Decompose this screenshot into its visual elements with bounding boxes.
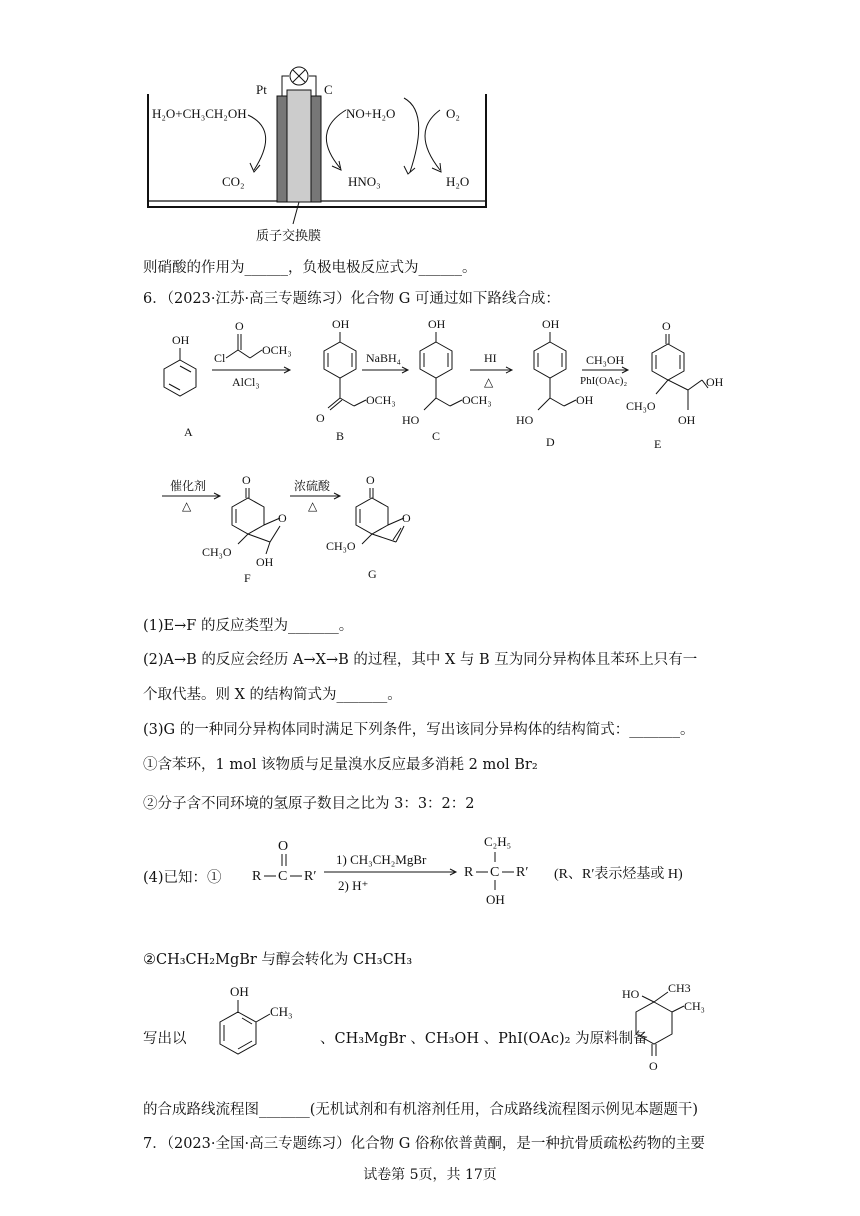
- svg-text:C: C: [278, 869, 288, 884]
- q5-tail: 则硝酸的作用为______，负极电极反应式为______。: [143, 260, 477, 276]
- compound-b: [316, 317, 396, 443]
- reagent-fg: 浓硫酸: [294, 479, 331, 493]
- svg-text:O: O: [278, 511, 287, 525]
- svg-text:OH: OH: [678, 413, 696, 427]
- label-e: E: [654, 437, 662, 451]
- label-c: C: [432, 429, 441, 443]
- svg-text:OCH₃: OCH₃: [366, 393, 396, 407]
- svg-text:O: O: [649, 1059, 658, 1073]
- svg-text:△: △: [182, 499, 192, 513]
- starting-material: [198, 982, 318, 1072]
- c-label: C: [324, 82, 333, 97]
- q6-condition-1: ①含苯环，1 mol 该物质与足量溴水反应最多消耗 2 mol Br₂: [143, 757, 538, 773]
- q6-last: 的合成路线流程图_______(无机试剂和有机溶剂任用，合成路线流程图示例见本题题干): [143, 1102, 699, 1118]
- svg-text:OH: OH: [706, 375, 724, 389]
- label-g: G: [368, 567, 377, 581]
- svg-text:OH: OH: [428, 317, 446, 331]
- fuel-cell-diagram: [140, 62, 500, 252]
- mid-product: HNO₃: [348, 174, 381, 189]
- svg-text:HO: HO: [622, 987, 640, 1001]
- label-d: D: [546, 435, 555, 449]
- q6-part2-b: 个取代基。则 X 的结构简式为_______。: [143, 687, 402, 703]
- right-product: H₂O: [446, 174, 470, 189]
- target-molecule: [618, 978, 728, 1078]
- compound-e: [626, 319, 724, 451]
- svg-text:AlCl₃: AlCl₃: [232, 375, 260, 389]
- svg-text:OH: OH: [486, 892, 505, 907]
- q6-part3: (3)G 的一种同分异构体同时满足下列条件，写出该同分异构体的结构简式：_______。: [143, 722, 695, 738]
- left-reactant: H₂O+CH₃CH₂OH: [152, 106, 247, 121]
- compound-f: [202, 473, 287, 582]
- reagent-de-top: CH₃OH: [586, 353, 625, 367]
- label-a: A: [184, 425, 193, 439]
- q6-write-mid: 、CH₃MgBr 、CH₃OH 、PhI(OAc)₂ 为原料制备: [320, 1031, 648, 1047]
- q6-condition-2: ②分子含不同环境的氢原子数目之比为 3：3：2：2: [143, 796, 475, 812]
- svg-text:OH: OH: [256, 555, 274, 569]
- label-f: F: [244, 571, 251, 582]
- svg-text:CH₃O: CH₃O: [202, 545, 232, 559]
- svg-text:O: O: [278, 839, 289, 854]
- pt-label: Pt: [256, 82, 267, 97]
- svg-text:CH3: CH3: [668, 981, 691, 995]
- svg-text:OH: OH: [576, 393, 594, 407]
- svg-text:HO: HO: [516, 413, 534, 427]
- compound-c: [402, 317, 492, 443]
- left-product: CO₂: [222, 174, 245, 189]
- compound-g: [326, 473, 411, 581]
- q6-known-2: ②CH₃CH₂MgBr 与醇会转化为 CH₃CH₃: [143, 952, 413, 968]
- known-reaction: [248, 832, 728, 908]
- svg-text:O: O: [235, 319, 244, 333]
- svg-text:OCH₃: OCH₃: [462, 393, 492, 407]
- svg-text:CH₃: CH₃: [684, 999, 705, 1013]
- known-step1: 1) CH₃CH₂MgBr: [336, 852, 427, 867]
- svg-text:△: △: [308, 499, 318, 513]
- known-step2: 2) H⁺: [338, 878, 369, 893]
- right-reactant: O₂: [446, 106, 460, 121]
- route-row-2: [140, 470, 440, 582]
- svg-text:Cl: Cl: [214, 351, 226, 365]
- q6-part4-label: (4)已知：①: [143, 870, 222, 886]
- svg-text:OH: OH: [332, 317, 350, 331]
- svg-text:R: R: [252, 869, 262, 884]
- reagent-de-bottom: PhI(OAc)₂: [580, 375, 628, 387]
- route-row-1: [140, 312, 730, 462]
- svg-text:HO: HO: [402, 413, 420, 427]
- svg-text:C₂H₅: C₂H₅: [484, 834, 512, 849]
- known-note: (R、R′表示烃基或 H): [554, 867, 683, 882]
- mid-reactant: NO+H₂O: [346, 106, 396, 121]
- svg-text:CH₃: CH₃: [270, 1004, 293, 1019]
- q6-part1: (1)E→F 的反应类型为_______。: [143, 618, 354, 634]
- svg-text:CH₃O: CH₃O: [326, 539, 356, 553]
- page-footer: 试卷第 5页，共 17页: [363, 1167, 497, 1183]
- reagent-ef: 催化剂: [170, 479, 207, 493]
- membrane-label: 质子交换膜: [256, 228, 322, 243]
- svg-text:OH: OH: [542, 317, 560, 331]
- reagent-cd: HI: [484, 351, 497, 365]
- q6-write-prefix: 写出以: [143, 1031, 187, 1047]
- svg-text:R: R: [464, 865, 474, 880]
- svg-text:△: △: [484, 375, 494, 389]
- svg-text:R′: R′: [516, 865, 529, 880]
- q6-part2-a: (2)A→B 的反应会经历 A→X→B 的过程，其中 X 与 B 互为同分异构体且苯环上只有一: [143, 652, 698, 668]
- svg-text:CH₃O: CH₃O: [626, 399, 656, 413]
- svg-text:OH: OH: [172, 333, 190, 347]
- svg-text:OCH₃: OCH₃: [262, 343, 292, 357]
- svg-text:O: O: [242, 473, 251, 487]
- reagent-ab: [212, 319, 292, 389]
- svg-text:OH: OH: [230, 984, 249, 999]
- q7-intro: 7．（2023·全国·高三专题练习）化合物 G 俗称依普黄酮，是一种抗骨质疏松药物的主要: [143, 1136, 705, 1152]
- compound-a: [164, 333, 196, 439]
- svg-text:O: O: [402, 511, 411, 525]
- svg-text:R′: R′: [304, 869, 317, 884]
- label-b: B: [336, 429, 345, 443]
- svg-text:O: O: [662, 319, 671, 333]
- q6-title: 6．（2023·江苏·高三专题练习）化合物 G 可通过如下路线合成：: [143, 291, 560, 307]
- reagent-bc: NaBH₄: [366, 351, 401, 365]
- svg-text:C: C: [490, 865, 500, 880]
- svg-text:O: O: [316, 411, 325, 425]
- svg-text:O: O: [366, 473, 375, 487]
